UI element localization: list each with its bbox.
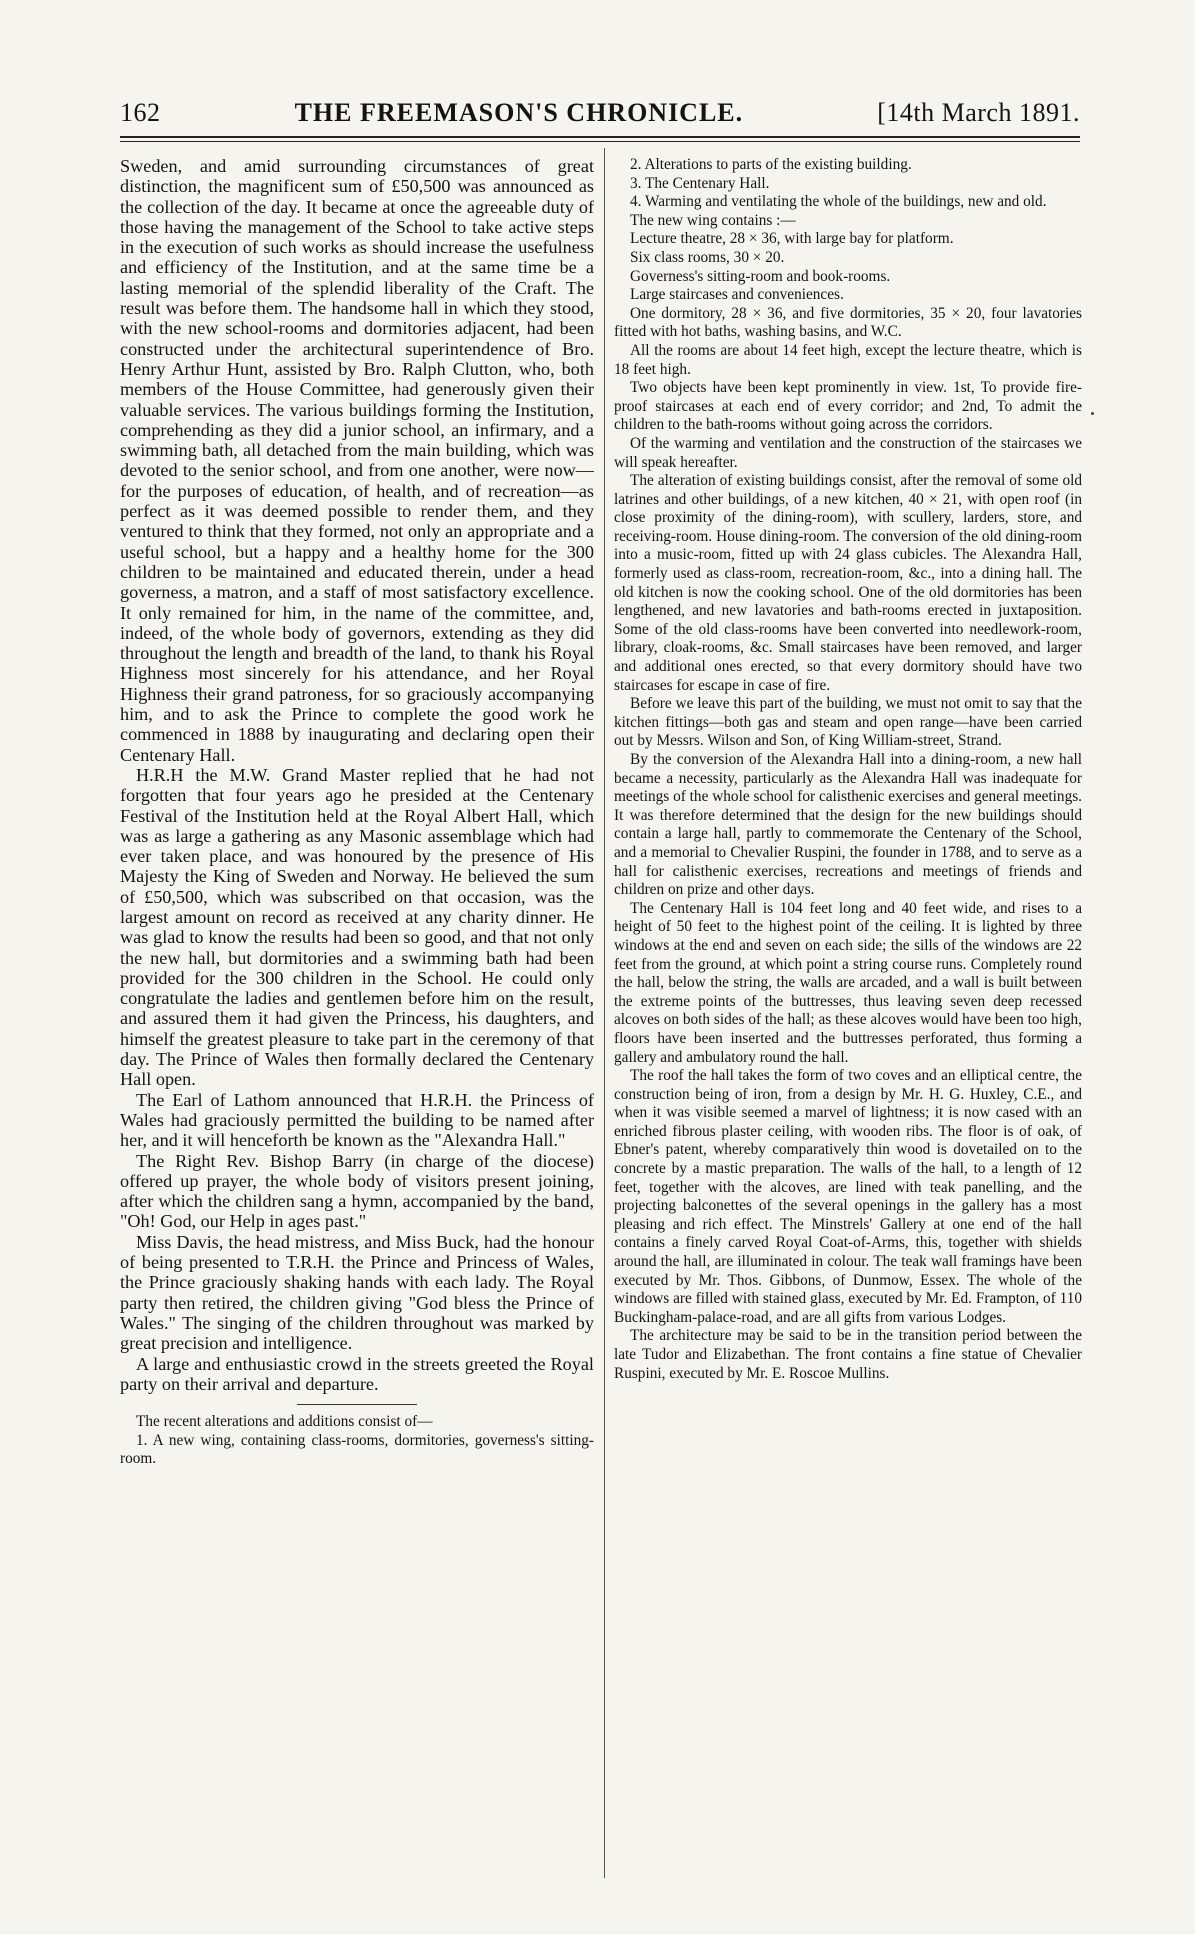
header-rule-thick bbox=[120, 136, 1080, 138]
page-number: 162 bbox=[120, 98, 161, 127]
wing-item: Six class rooms, 30 × 20. bbox=[630, 248, 785, 266]
article-paragraph: A large and enthusiastic crowd in the streets greeted the Royal party on their arrival and departure. bbox=[120, 1353, 594, 1394]
left-column bbox=[120, 156, 594, 1876]
publication-title: THE FREEMASON'S CHRONICLE. bbox=[294, 98, 744, 127]
article-paragraph: Two objects have been kept prominently in view. 1st, To provide fire-proof staircases at each end of every corridor; and 2nd, To admit the children to the bath-rooms without going across the corridors. bbox=[614, 379, 1082, 434]
wing-item: Large staircases and conveniences. bbox=[630, 286, 844, 304]
article-paragraph: Of the warming and ventilation and the construction of the staircases we will speak hereafter. bbox=[614, 434, 1082, 471]
article-paragraph: The Earl of Lathom announced that H.R.H. the Princess of Wales had graciously permitted the building to be named after her, and it will henceforth be known as the "Alexandra Hall." bbox=[120, 1089, 594, 1151]
article-paragraph: Sweden, and amid surrounding circumstances of great distinction, the magnificent sum of £50,500 was announced as the collection of the day. It became at once the agreeable duty of those having the management of the School to take active steps in the execution of such works as should increase the usefulness and efficiency of the Institution, and at the same time be a lasting memorial of the splendid liberality of the Craft. The result was before them. The handsome hall in which they stood, with the new school-rooms and dormitories adjacent, had been constructed under the architectural superintendence of Bro. Henry Arthur Hunt, assisted by Bro. Ralph Clutton, who, both members of the House Committee, had generously given their valuable services. The various buildings forming the Institution, comprehending as they did a junior school, an infirmary, and a swimming bath, all detached from the main building, which was devoted to the senior school, and from one another, were now—for the purposes of education, of health, and of recreation—as perfect as it was deemed possible to render them, and they ventured to think that they formed, not only an appropriate and a useful school, but a happy and a healthy home for the 300 children to be maintained and educated therein, under a head governess, a matron, and a staff of most satisfactory excellence. It only remained for him, in the name of the committee, and, indeed, of the whole body of governors, extending as they did throughout the length and breadth of the land, to thank his Royal Highness most sincerely for his attendance, and her Royal Highness their grand patroness, for so graciously accompanying him, and to ask the Prince to complete the good work he commenced in 1888 by inaugurating and declaring open their Centenary Hall. bbox=[120, 156, 594, 765]
ink-speck bbox=[1091, 412, 1094, 415]
masthead bbox=[120, 98, 1080, 132]
article-paragraph: Before we leave this part of the building, we must not omit to say that the kitchen fittings—both gas and steam and open range—have been carried out by Messrs. Wilson and Son, of King William-street, Strand. bbox=[614, 695, 1082, 750]
article-paragraph: H.R.H the M.W. Grand Master replied that he had not forgotten that four years ago he presided at the Centenary Festival of the Institution held at the Royal Albert Hall, which was as large a gathering as any Masonic assemblage which had ever taken place, and was honoured by the presence of His Majesty the King of Sweden and Norway. He believed the sum of £50,500, which was subscribed on that occasion, was the largest amount on record as received at any charity dinner. He was glad to know the results had been so good, and that not only the new hall, but dormitories and a swimming bath had been provided for the 300 children in the School. He could only congratulate the ladies and gentlemen before him on the result, and assured them it had given the Princess, his daughters, and himself the greatest pleasure to take part in the ceremony of that day. The Prince of Wales then formally declared the Centenary Hall open. bbox=[120, 764, 594, 1090]
article-paragraph: All the rooms are about 14 feet high, except the lecture theatre, which is 18 feet high. bbox=[614, 341, 1082, 378]
section-separator bbox=[297, 1404, 417, 1405]
wing-item: One dormitory, 28 × 36, and five dormitories, 35 × 20, four lavatories fitted with hot baths, washing basins, and W.C. bbox=[614, 304, 1082, 341]
wing-intro: The new wing contains :— bbox=[630, 211, 796, 229]
issue-date: [14th March 1891. bbox=[877, 98, 1080, 127]
wing-item: Lecture theatre, 28 × 36, with large bay for platform. bbox=[630, 230, 954, 248]
list-item: 4. Warming and ventilating the whole of the buildings, new and old. bbox=[630, 193, 1047, 211]
list-item: 3. The Centenary Hall. bbox=[630, 174, 770, 192]
article-paragraph: The alteration of existing buildings consist, after the removal of some old latrines and other buildings, of a new kitchen, 40 × 21, with open roof (in close proximity of the dining-room), with scullery, larders, store, and receiving-room. House dining-room. The conversion of the old dining-room into a music-room, fitted up with 24 glass cubicles. The Alexandra Hall, formerly used as class-room, recreation-room, &c., into a dining hall. The old kitchen is now the cooking school. One of the old dormitories has been lengthened, and new lavatories and bath-rooms erected in juxtaposition. Some of the old class-rooms have been converted into needlework-room, library, cloak-rooms, &c. Small staircases have been removed, and larger and additional ones erected, so that every dormitory should have two staircases for escape in case of fire. bbox=[614, 472, 1082, 694]
list-item: 2. Alterations to parts of the existing building. bbox=[630, 156, 912, 173]
wing-item: Governess's sitting-room and book-rooms. bbox=[630, 267, 891, 285]
list-item: 1. A new wing, containing class-rooms, dormitories, governess's sitting-room. bbox=[120, 1431, 594, 1468]
article-paragraph: Miss Davis, the head mistress, and Miss Buck, had the honour of being presented to T.R.H. the Prince and Princess of Wales, the Prince graciously shaking hands with each lady. The Royal party then retired, the children giving "God bless the Prince of Wales." The singing of the children throughout was marked by great precision and intelligence. bbox=[120, 1231, 594, 1354]
header-rule-thin bbox=[120, 141, 1080, 142]
article-paragraph: The architecture may be said to be in the transition period between the late Tudor and Elizabethan. The front contains a fine statue of Chevalier Ruspini, executed by Mr. E. Roscoe Mullins. bbox=[614, 1327, 1082, 1382]
section-intro: The recent alterations and additions consist of— bbox=[136, 1413, 433, 1431]
article-paragraph: The roof the hall takes the form of two coves and an elliptical centre, the construction being of iron, from a design by Mr. H. G. Huxley, C.E., and when it was visible seemed a marvel of lightness; it is now cased with an enriched fibrous plaster ceiling, with wooden ribs. The floor is of oak, of Ebner's patent, whereby comparatively thin wood is dovetailed on to the concrete by a mastic preparation. The walls of the hall, to a length of 12 feet, together with the alcoves, are lined with teak panelling, and the projecting balconettes of the several openings in the gallery has a most pleasing and rich effect. The Minstrels' Gallery at one end of the hall contains a finely carved Royal Coat-of-Arms, this, together with shields around the hall, are illuminated in colour. The teak wall framings have been executed by Mr. Thos. Gibbons, of Dunmow, Essex. The whole of the windows are filled with stained glass, executed by Mr. Ed. Frampton, of 110 Buckingham-palace-road, and are all gifts from various Lodges. bbox=[614, 1067, 1082, 1326]
article-paragraph: The Centenary Hall is 104 feet long and 40 feet wide, and rises to a height of 50 feet to the highest point of the ceiling. It is lighted by three windows at the end and seven on each side; the sills of the windows are 22 feet from the ground, at which point a string course runs. Completely round the hall, below the string, the walls are arcaded, and a wall is built between the extreme points of the buttresses, thus leaving seven deep recessed alcoves on both sides of the hall; as these alcoves would have been too high, floors have been inserted and the buttresses perforated, thus forming a gallery and ambulatory round the hall. bbox=[614, 899, 1082, 1066]
column-divider bbox=[604, 148, 605, 1878]
article-paragraph: The Right Rev. Bishop Barry (in charge of the diocese) offered up prayer, the whole body of visitors present joining, after which the children sang a hymn, accompanied by the band, "Oh! God, our Help in ages past." bbox=[120, 1150, 594, 1232]
right-column bbox=[614, 156, 1082, 1876]
article-paragraph: By the conversion of the Alexandra Hall into a dining-room, a new hall became a necessity, particularly as the Alexandra Hall was inadequate for meetings of the whole school for calisthenic exercises and general meetings. It was therefore determined that the design for the new buildings should contain a large hall, partly to commemorate the Centenary of the School, and a memorial to Chevalier Ruspini, the founder in 1788, and to serve as a hall for calisthenic exercises, recreations and meetings of friends and children on prize and other days. bbox=[614, 751, 1082, 899]
